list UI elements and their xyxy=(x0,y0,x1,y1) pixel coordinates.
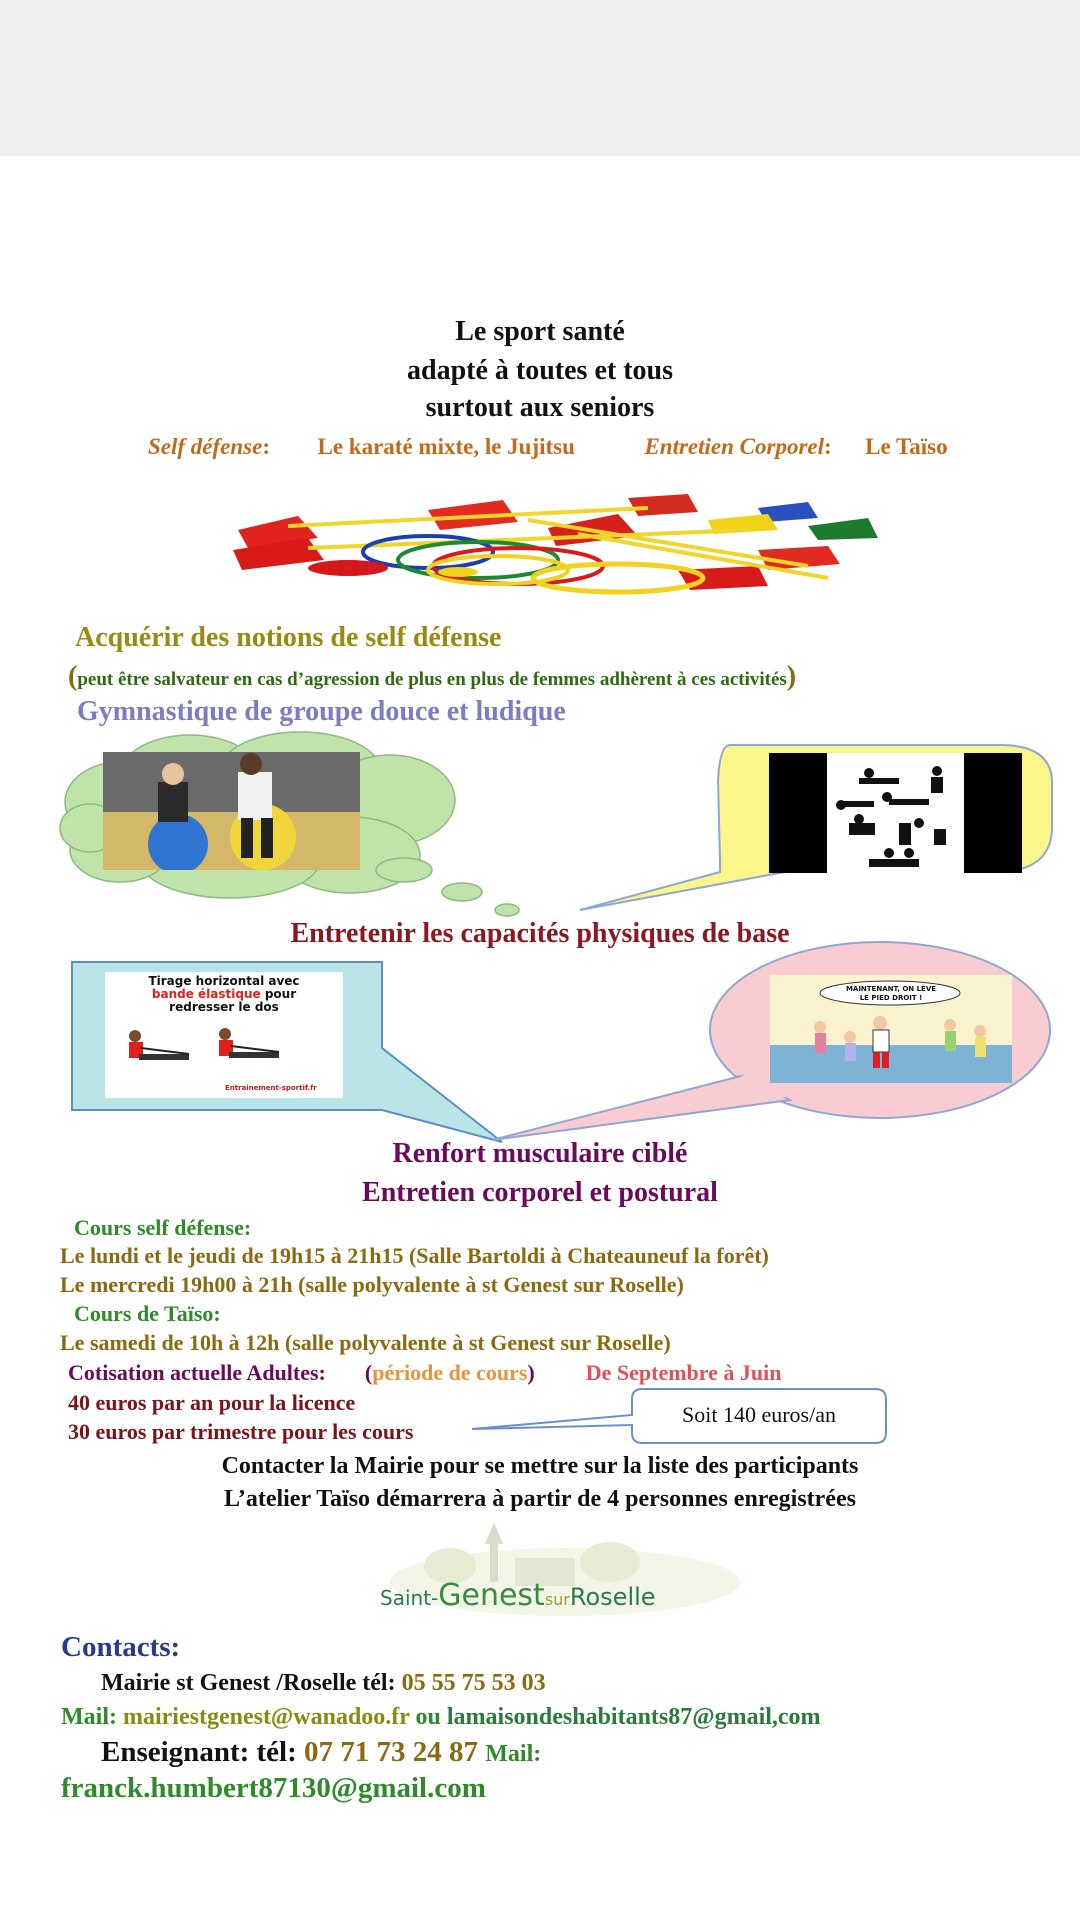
cours-taiso-label: Cours de Taïso: xyxy=(74,1301,221,1326)
cartoon-bubble-line-2: LE PIED DROIT ! xyxy=(859,994,923,1002)
septembre-juin: De Septembre à Juin xyxy=(585,1360,782,1385)
enseignant-tel: 07 71 73 24 87 xyxy=(304,1736,478,1768)
self-defense-colon: : xyxy=(262,434,270,459)
self-defense-label: Self défense xyxy=(148,434,263,459)
paren-close: ) xyxy=(786,661,797,692)
mail-label: Mail: xyxy=(61,1704,117,1730)
enseignant-mail-label: Mail: xyxy=(485,1741,542,1767)
paren-open: ( xyxy=(68,661,78,692)
entretien-colon: : xyxy=(824,434,832,459)
periode-label: période de cours xyxy=(372,1360,528,1385)
contacts-title: Contacts: xyxy=(61,1631,181,1663)
schedule-samedi: Le samedi de 10h à 12h (salle polyvalente à st Genest sur Roselle) xyxy=(60,1330,671,1355)
entretien-label: Entretien Corporel xyxy=(644,434,824,459)
logo-text xyxy=(380,1578,656,1613)
activities-line xyxy=(148,434,948,460)
mail-ou: ou xyxy=(415,1704,441,1730)
schedule-lundi: Le lundi et le jeudi de 19h15 à 21h15 (Salle Bartoldi à Chateauneuf la forêt) xyxy=(60,1243,769,1268)
logo-roselle: Roselle xyxy=(569,1583,656,1611)
soit-total: Soit 140 euros/an xyxy=(682,1402,836,1427)
self-defense-value: Le karaté mixte, le Jujitsu xyxy=(317,434,575,459)
saint-genest-logo xyxy=(380,1522,750,1618)
periode-paren-open: ( xyxy=(364,1360,373,1385)
sport-equipment-illustration xyxy=(228,490,918,595)
title-line-2: adapté à toutes et tous xyxy=(407,355,673,386)
top-bar xyxy=(0,0,1080,156)
entretien-value: Le Taïso xyxy=(865,434,948,459)
gym-heading: Gymnastique de groupe douce et ludique xyxy=(77,696,566,727)
cartoon-exercise-image xyxy=(770,975,1012,1083)
schedule-mercredi: Le mercredi 19h00 à 21h (salle polyvalente à st Genest sur Roselle) xyxy=(60,1272,684,1297)
atelier-taiso-notice: L’atelier Taïso démarrera à partir de 4 personnes enregistrées xyxy=(224,1486,856,1512)
tirage-line-1: Tirage horizontal avec xyxy=(148,974,300,988)
mairie-label: Mairie st Genest /Roselle tél: xyxy=(101,1670,396,1696)
licence-line: 40 euros par an pour la licence xyxy=(68,1390,356,1415)
taiso-silhouettes-image xyxy=(769,753,1022,873)
salvateur-note xyxy=(68,661,796,693)
mairie-mail[interactable]: mairiestgenest@wanadoo.fr xyxy=(122,1704,410,1730)
tirage-line-2 xyxy=(105,987,343,1001)
enseignant-mail[interactable]: franck.humbert87130@gmail.com xyxy=(61,1772,486,1804)
mairie-tel: 05 55 75 53 03 xyxy=(401,1670,546,1696)
tirage-pour: pour xyxy=(264,987,297,1001)
logo-sur: sur xyxy=(544,1590,570,1609)
tirage-site: Entrainement-sportif.fr xyxy=(225,1084,317,1092)
mail-line xyxy=(61,1704,821,1731)
cours-self-label: Cours self défense: xyxy=(74,1215,252,1240)
cotisation-label: Cotisation actuelle Adultes: xyxy=(68,1360,326,1385)
habitants-mail[interactable]: lamaisondeshabitants87@gmail,com xyxy=(446,1704,821,1730)
renfort-heading: Renfort musculaire ciblé xyxy=(392,1138,688,1169)
enseignant-line xyxy=(101,1736,541,1769)
tirage-elastique-image xyxy=(105,972,343,1098)
logo-saint: Saint- xyxy=(380,1586,439,1610)
cotisation-line xyxy=(68,1360,782,1386)
gym-ball-photo xyxy=(103,752,360,870)
tirage-line-3: redresser le dos xyxy=(169,1000,279,1014)
logo-genest: Genest xyxy=(438,1578,545,1613)
periode-paren-close: ) xyxy=(527,1360,535,1385)
trimestre-line: 30 euros par trimestre pour les cours xyxy=(68,1419,414,1444)
mairie-contact-line xyxy=(101,1670,546,1697)
enseignant-label: Enseignant: tél: xyxy=(101,1736,297,1768)
title-line-1: Le sport santé xyxy=(455,316,625,347)
postural-heading: Entretien corporel et postural xyxy=(362,1177,718,1208)
acquerir-heading: Acquérir des notions de self défense xyxy=(75,622,502,653)
title-line-3: surtout aux seniors xyxy=(425,392,655,423)
contacter-mairie: Contacter la Mairie pour se mettre sur la liste des participants xyxy=(221,1453,859,1479)
cartoon-bubble-line-1: MAINTENANT, ON LÈVE xyxy=(845,985,937,993)
salvateur-text: peut être salvateur en cas d’agression de plus en plus de femmes adhèrent à ces activités xyxy=(77,669,787,690)
tirage-red: bande élastique xyxy=(151,987,261,1001)
entretenir-heading: Entretenir les capacités physiques de base xyxy=(290,918,790,949)
